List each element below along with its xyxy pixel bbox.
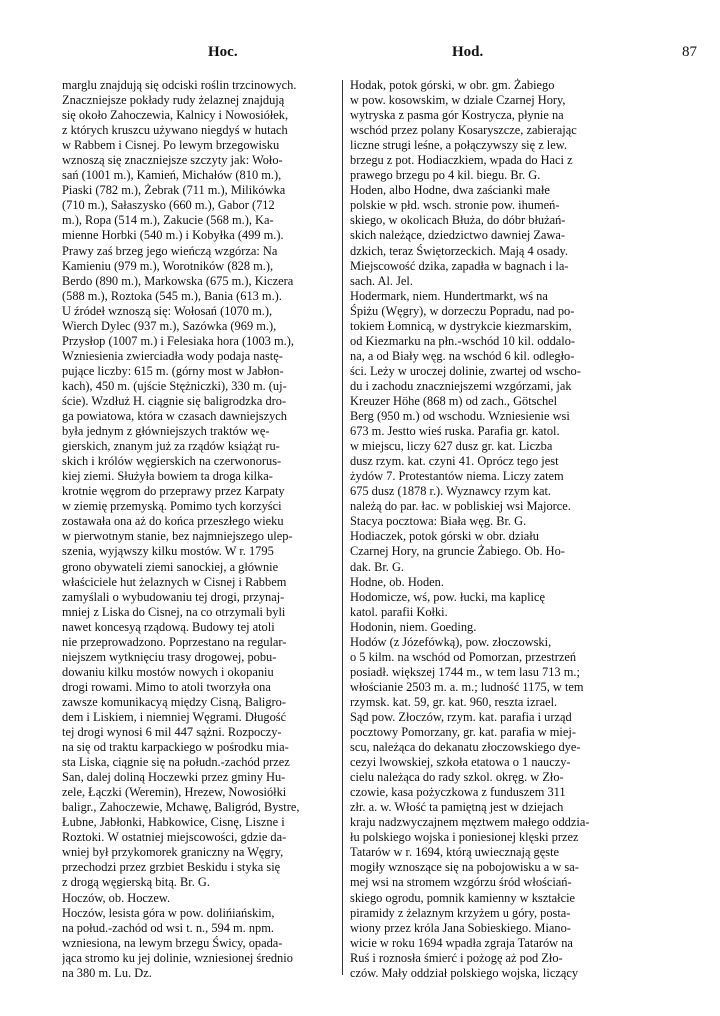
left-column (62, 78, 344, 981)
text-line: Hodermark, niem. Hundertmarkt, wś na (350, 288, 548, 303)
text-line: zamyślali o wybudowaniu tej drogi, przynaj- (62, 589, 285, 604)
text-line: pujące liczby: 615 m. (górny most w Jabłon- (62, 363, 284, 378)
text-line: San, dalej doliną Hoczewki przez gminy Hu- (62, 770, 286, 785)
text-line: Stacya pocztowa: Biała węg. Br. G. (350, 514, 527, 529)
text-line: 675 dusz (1878 r.). Wyznawcy rzym kat. (350, 484, 552, 499)
text-line: z których kruszcu używano niegdyś w hutach (62, 123, 288, 138)
text-line: właściciele hut żelaznych w Cisnej i Rabbem (62, 574, 287, 589)
text-line: grono obywateli ziemi sanockiej, a głównie (62, 559, 279, 574)
text-line: Kreuzer Höhe (868 m) od zach., Götschel (350, 393, 558, 408)
text-line: Łubne, Jabłonki, Habkowice, Cisnę, Liszne i (62, 815, 285, 830)
text-line: dusz rzym. kat. czyni 41. Oprócz tego jest (350, 454, 559, 469)
text-line: wicie w roku 1694 wpadła zgraja Tatarów na (350, 935, 573, 950)
text-line: dak. Br. G. (350, 559, 405, 574)
text-line: ga powiatowa, która w czasach dawniejszych (62, 409, 288, 424)
text-line: wschód przez polany Kosaryszcze, zabierając (350, 123, 577, 138)
text-line: w pierwotnym stanie, bez najmniejszego ulep- (62, 529, 293, 544)
text-line: zostawała ona aż do końca przeszłego wieku (62, 514, 284, 529)
text-line: wzniesiona, na lewym brzegu Świcy, opada- (62, 935, 283, 950)
text-line: się około Zahoczewia, Kalnicy i Nowosiółek, (62, 108, 289, 123)
text-line: z drogą węgierską bitą. Br. G. (62, 875, 210, 890)
text-line: Ruś i roznosła śmierć i pożogę aż pod Zło- (350, 950, 563, 965)
text-line: była jednym z główniejszych traktów wę- (62, 424, 270, 439)
text-line: kraju nadzwyczajnem męztwem małego oddzia- (350, 815, 590, 830)
text-line: niejszem wytknięciu trasy drogowej, pobu- (62, 649, 277, 664)
text-line: du i zachodu znaczniejszemi wzgórzami, jak (350, 378, 572, 393)
text-line: mniej z Liska do Cisnej, na co otrzymali byli (62, 604, 286, 619)
text-line: włościanie 2503 m. a. m.; ludność 1175, w tem (350, 679, 584, 694)
text-line: przechodzi przez grzbiet Beskidu i styka się (62, 860, 281, 875)
text-line: Berg (950 m.) od wschodu. Wzniesienie wsi (350, 409, 570, 424)
text-line: mienne Horbki (540 m.) i Kobyłka (499 m.). (62, 228, 284, 243)
text-line: Przysłop (1007 m.) i Felesiaka hora (1003 m.), (62, 333, 294, 348)
text-line: nie przeprowadzono. Poprzestano na regular- (62, 634, 287, 649)
text-line: na, a od Biały węg. na wschód 6 kil. odległo- (350, 348, 575, 363)
text-line: cezyi lwowskiej, szkoła etatowa o 1 nauczy- (350, 755, 571, 770)
page-number: 87 (682, 44, 697, 60)
text-line: m.), Ropa (514 m.), Zakucie (568 m.), Ka- (62, 213, 274, 228)
text-line: ście). Wzdłuż H. ciągnie się baligrodzka dro- (62, 393, 287, 408)
text-line: 673 m. Jestto wieś ruska. Parafia gr. katol. (350, 424, 560, 439)
text-line: Hodiaczek, potok górski w obr. działu (350, 529, 539, 544)
text-line: czów. Mały oddział polskiego wojska, liczący (350, 965, 579, 980)
text-line: sta Liska, ciągnie się na połudn.-zachód przez (62, 755, 290, 770)
text-line: skiego, w okolicach Błuża, do dóbr błużań- (350, 213, 566, 228)
text-line: kiej ziemi. Służyła bowiem ta droga kilka- (62, 469, 273, 484)
text-line: liczne strugi leśne, a połączywszy się z lew. (350, 138, 567, 153)
text-line: skiego ogrodu, pomnik kamienny w kształcie (350, 890, 576, 905)
text-line: Miejscowość dzika, zapadła w bagnach i la- (350, 258, 569, 273)
text-line: mej wsi na stromem wzgórzu śród włościań- (350, 875, 572, 890)
text-line: krotnie węgrom do przeprawy przez Karpaty (62, 484, 285, 499)
text-line: tokiem Łomnicą, w dystrykcie kiezmarskim, (350, 318, 572, 333)
right-column (350, 78, 634, 981)
text-line: dzkich, teraz Świętorzeckich. Mają 4 osady. (350, 243, 569, 258)
text-line: Piaski (782 m.), Żebrak (711 m.), Milikówka (62, 183, 286, 198)
text-line: drogi rowami. Mimo to atoli tworzyła ona (62, 679, 271, 694)
text-line: Wzniesienia zwierciadła wody podaja nastę- (62, 348, 283, 363)
text-line: posiadł. większej 1744 m., w tem lasu 713 m.; (350, 664, 580, 679)
text-line: mogiły wznoszące się na pobojowisku a w sa- (350, 860, 579, 875)
text-line: w ziemię przemyską. Pomimo tych korzyści (62, 499, 282, 514)
text-line: Hoden, albo Hodne, dwa zaścianki małe (350, 183, 550, 198)
text-line: Hoczów, ob. Hoczew. (62, 890, 171, 905)
text-line: Berdo (890 m.), Markowska (675 m.), Kiczera (62, 273, 294, 288)
text-line: nawet koncesyą rządową. Budowy tej atoli (62, 619, 275, 634)
text-line: dem i Liskiem, i niemniej Węgrami. Długość (62, 709, 287, 724)
text-line: brzegu z pot. Hodiaczkiem, wpada do Haci z (350, 153, 573, 168)
text-line: prawego brzegu po 4 kil. biegu. Br. G. (350, 168, 541, 183)
text-line: na połud.-zachód od wsi t. n., 594 m. npm. (62, 920, 274, 935)
text-line: w miejscu, liczy 627 dusz gr. kat. Liczba (350, 439, 553, 454)
text-line: Czarnej Hory, na gruncie Żabiego. Ob. Ho- (350, 544, 565, 559)
text-line: Sąd pow. Złoczów, rzym. kat. parafia i urząd (350, 709, 572, 724)
text-line: wiony przez króla Jana Sobieskiego. Miano- (350, 920, 571, 935)
text-line: na się od traktu karpackiego w pośrodku mia- (62, 740, 289, 755)
text-line: (710 m.), Sałaszysko (660 m.), Gabor (712 (62, 198, 275, 213)
text-line: żydów 7. Protestantów niema. Liczy zatem (350, 469, 564, 484)
text-line: sach. Al. Jel. (350, 273, 413, 288)
text-line: tej drogi wynosi 6 mil 447 sążni. Rozpoczy- (62, 725, 282, 740)
text-line: czowie, kasa pożyczkowa z funduszem 311 (350, 785, 566, 800)
running-head-center: Hod. (452, 44, 484, 60)
text-line: polskie w płd. wsch. stronie pow. ihumeń- (350, 198, 560, 213)
text-line: Tatarów w r. 1694, którą uwiecznają gęste (350, 845, 560, 860)
text-line: Znaczniejsze pokłady rudy żelaznej znajdują (62, 93, 285, 108)
text-line: gierskich, znanym już za rządów książąt ru- (62, 439, 280, 454)
text-line: skich należące, dziedzictwo dawniej Zawa- (350, 228, 566, 243)
text-line: od Kiezmarku na płn.-wschód 10 kil. oddalo- (350, 333, 576, 348)
text-line: scu, należąca do dekanatu złoczowskiego dye- (350, 740, 581, 755)
text-line: Prawy zaś brzeg jego wieńczą wzgórza: Na (62, 243, 278, 258)
text-line: ści. Leży w uroczej dolinie, zwartej od wscho- (350, 363, 581, 378)
text-line: w Rabbem i Cisnej. Po lewym brzegowisku (62, 138, 280, 153)
column-divider (342, 80, 343, 975)
text-line: o 5 kilm. na wschód od Pomorzan, przestrzeń (350, 649, 577, 664)
text-line: Wierch Dylec (937 m.), Sazówka (969 m.), (62, 318, 277, 333)
text-line: Hodak, potok górski, w obr. gm. Żabiego (350, 78, 555, 92)
text-line: w pow. kosowskim, w dziale Czarnej Hory, (350, 93, 566, 108)
text-line: na 380 m. Lu. Dz. (62, 965, 152, 980)
text-line: Hodne, ob. Hoden. (350, 574, 444, 589)
text-line: cielu należąca do rady szkol. okręg. w Zło- (350, 770, 564, 785)
text-line: U źródeł wznoszą się: Wołosań (1070 m.), (62, 303, 273, 318)
text-line: rzymsk. kat. 59, gr. kat. 960, reszta izrael. (350, 694, 558, 709)
text-line: Śpiżu (Węgry), w dorzeczu Popradu, nad po- (350, 303, 575, 318)
text-line: należą do par. łac. w pobliskiej wsi Majorce. (350, 499, 571, 514)
text-line: marglu znajdują się odciski roślin trzcinowych. (62, 78, 297, 92)
text-line: (588 m.), Roztoka (545 m.), Bania (613 m.). (62, 288, 282, 303)
text-line: zele, Łączki (Weremin), Hrezew, Nowosiółki (62, 785, 287, 800)
text-line: baligr., Zahoczewie, Mchawę, Baligród, Bystre, (62, 800, 300, 815)
running-head-left: Hoc. (208, 44, 238, 60)
text-line: skich i królów węgierskich na czerwonorus- (62, 454, 282, 469)
text-line: Hodów (z Józefówką), pow. złoczowski, (350, 634, 552, 649)
text-line: złr. a. w. Włość ta pamiętną jest w dziejach (350, 800, 564, 815)
text-line: szenia, wyjąwszy kilku mostów. W r. 1795 (62, 544, 274, 559)
text-line: wytryska z pasma gór Kostrycza, płynie na (350, 108, 564, 123)
text-line: Kamieniu (979 m.), Worotników (828 m.), (62, 258, 274, 273)
text-line: Hoczów, lesista góra w pow. dolińiańskim, (62, 905, 275, 920)
text-line: sań (1001 m.), Kamień, Michałów (810 m.), (62, 168, 282, 183)
text-line: katol. parafii Kołki. (350, 604, 448, 619)
text-line: Hodonin, niem. Goeding. (350, 619, 477, 634)
text-line: dowaniu kilku mostów nowych i okopaniu (62, 664, 274, 679)
text-line: Hodomicze, wś, pow. łucki, ma kaplicę (350, 589, 545, 604)
text-line: wznoszą się znaczniejsze szczyty jak: Woło- (62, 153, 283, 168)
text-line: jąca stromo ku jej dolinie, wzniesionej średnio (62, 950, 293, 965)
text-line: wniej był przykomorek graniczny na Węgry, (62, 845, 284, 860)
text-line: kach), 450 m. (ujście Stężniczki), 330 m. (uj- (62, 378, 287, 393)
text-line: pocztowy Pomorzany, gr. kat. parafia w miej- (350, 725, 576, 740)
text-line: zawsze komunikacyą między Cisną, Baligro- (62, 694, 286, 709)
text-line: Roztoki. W ostatniej miejscowości, gdzie da- (62, 830, 287, 845)
text-line: łu polskiego wojska i poniesionej klęski przez (350, 830, 579, 845)
text-line: piramidy z żelaznym krzyżem u góry, posta- (350, 905, 571, 920)
